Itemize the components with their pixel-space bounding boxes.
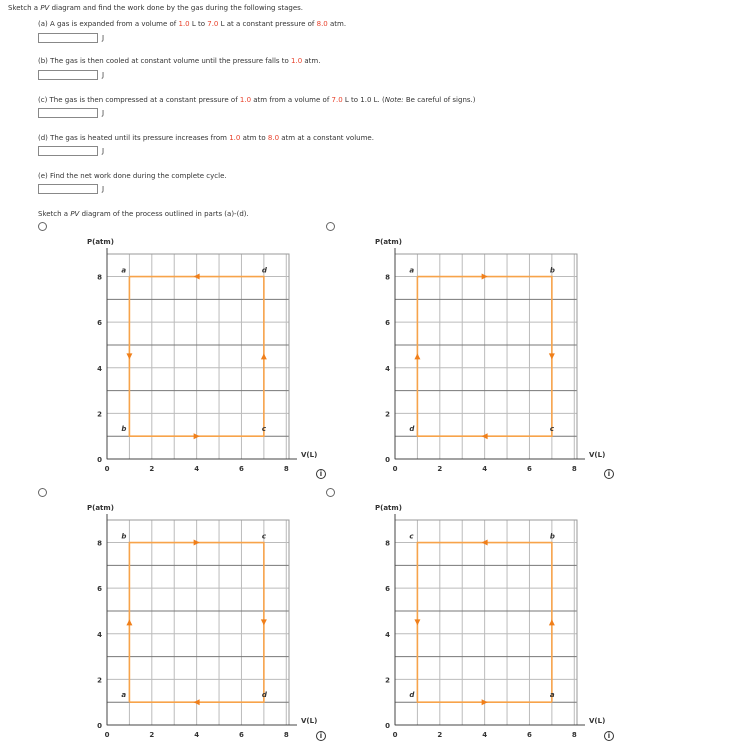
question-d: (d) The gas is heated until its pressure increases from 1.0 atm to 8.0 atm at a constant volume.	[38, 134, 374, 142]
unit-label-e: J	[102, 185, 105, 193]
sketch-prompt: Sketch a PV diagram of the process outlined in parts (a)-(d).	[38, 210, 249, 218]
x-tick-label: 6	[527, 731, 532, 739]
question-e: (e) Find the net work done during the complete cycle.	[38, 172, 227, 180]
x-tick-label: 0	[104, 465, 110, 473]
direction-arrow	[549, 353, 555, 359]
state-label: a	[409, 266, 415, 275]
x-tick-label: 2	[149, 465, 155, 473]
direction-arrow	[126, 353, 132, 359]
y-tick-label: 0	[385, 456, 390, 464]
x-tick-label: 2	[437, 465, 443, 473]
x-tick-label: 4	[482, 465, 488, 473]
y-tick-label: 4	[385, 364, 390, 373]
y-tick-label: 8	[385, 273, 390, 282]
radio-option-2[interactable]	[326, 222, 335, 231]
state-label: d	[261, 691, 267, 700]
unit-label-b: J	[102, 71, 105, 79]
y-tick-label: 6	[97, 319, 102, 328]
pv-diagram-option-3	[85, 500, 318, 740]
y-tick-label: 2	[385, 410, 390, 419]
y-tick-label: 6	[385, 319, 390, 328]
state-label: b	[549, 532, 555, 541]
info-icon[interactable]: i	[316, 731, 326, 741]
state-label: d	[409, 691, 415, 700]
x-tick-label: 4	[482, 731, 488, 739]
pv-diagram-option-2	[373, 234, 606, 474]
y-tick-label: 8	[385, 539, 390, 548]
radio-option-1[interactable]	[38, 222, 47, 231]
radio-option-4[interactable]	[326, 488, 335, 497]
x-tick-label: 4	[194, 465, 200, 473]
state-label: d	[409, 425, 415, 434]
y-tick-label: 4	[385, 630, 390, 639]
direction-arrow	[549, 619, 555, 625]
question-a: (a) A gas is expanded from a volume of 1.0 L to 7.0 L at a constant pressure of 8.0 atm.	[38, 20, 347, 28]
x-tick-label: 0	[392, 731, 398, 739]
direction-arrow	[261, 619, 267, 625]
x-tick-label: 6	[527, 465, 532, 473]
state-label: a	[121, 691, 127, 700]
x-tick-label: 8	[571, 465, 577, 473]
x-axis-label: V(L)	[589, 451, 606, 459]
pv-diagram-option-4	[373, 500, 606, 740]
unit-label-a: J	[102, 34, 105, 42]
y-tick-label: 0	[97, 456, 102, 464]
y-axis-label: P(atm)	[375, 504, 402, 512]
state-label: b	[121, 532, 127, 541]
state-label: a	[549, 691, 555, 700]
pv-diagram-option-1	[85, 234, 318, 474]
direction-arrow	[261, 353, 267, 359]
direction-arrow	[126, 619, 132, 625]
x-tick-label: 0	[392, 465, 398, 473]
x-tick-label: 0	[104, 731, 110, 739]
x-tick-label: 6	[239, 465, 244, 473]
y-tick-label: 2	[385, 676, 390, 685]
y-tick-label: 6	[385, 585, 390, 594]
y-tick-label: 6	[97, 585, 102, 594]
x-axis-label: V(L)	[589, 717, 606, 725]
radio-option-3[interactable]	[38, 488, 47, 497]
direction-arrow	[414, 353, 420, 359]
state-label: a	[121, 266, 127, 275]
state-label: c	[261, 532, 267, 541]
answer-input-b[interactable]	[38, 70, 98, 80]
unit-label-d: J	[102, 147, 105, 155]
y-axis-label: P(atm)	[87, 504, 114, 512]
y-axis-label: P(atm)	[375, 238, 402, 246]
question-c: (c) The gas is then compressed at a constant pressure of 1.0 atm from a volume of 7.0 L to 1.0 L. (Note: Be careful of signs.)	[38, 96, 476, 104]
x-axis-label: V(L)	[301, 717, 318, 725]
answer-input-a[interactable]	[38, 33, 98, 43]
unit-label-c: J	[102, 109, 105, 117]
x-tick-label: 8	[571, 731, 577, 739]
x-tick-label: 8	[283, 731, 289, 739]
state-label: c	[549, 425, 555, 434]
x-tick-label: 2	[149, 731, 155, 739]
problem-prompt: Sketch a PV diagram and find the work done by the gas during the following stages.	[8, 4, 304, 12]
direction-arrow	[414, 619, 420, 625]
info-icon[interactable]: i	[604, 469, 614, 479]
x-tick-label: 8	[283, 465, 289, 473]
x-tick-label: 2	[437, 731, 443, 739]
y-axis-label: P(atm)	[87, 238, 114, 246]
state-label: b	[549, 266, 555, 275]
y-tick-label: 0	[385, 722, 390, 730]
info-icon[interactable]: i	[316, 469, 326, 479]
y-tick-label: 0	[97, 722, 102, 730]
question-b: (b) The gas is then cooled at constant volume until the pressure falls to 1.0 atm.	[38, 57, 321, 65]
state-label: c	[409, 532, 414, 541]
state-label: d	[261, 266, 267, 275]
y-tick-label: 8	[97, 273, 102, 282]
y-tick-label: 4	[97, 364, 102, 373]
state-label: b	[121, 425, 127, 434]
answer-input-e[interactable]	[38, 184, 98, 194]
answer-input-c[interactable]	[38, 108, 98, 118]
y-tick-label: 8	[97, 539, 102, 548]
x-axis-label: V(L)	[301, 451, 318, 459]
info-icon[interactable]: i	[604, 731, 614, 741]
y-tick-label: 4	[97, 630, 102, 639]
x-tick-label: 4	[194, 731, 200, 739]
x-tick-label: 6	[239, 731, 244, 739]
answer-input-d[interactable]	[38, 146, 98, 156]
y-tick-label: 2	[97, 676, 102, 685]
y-tick-label: 2	[97, 410, 102, 419]
state-label: c	[261, 425, 267, 434]
